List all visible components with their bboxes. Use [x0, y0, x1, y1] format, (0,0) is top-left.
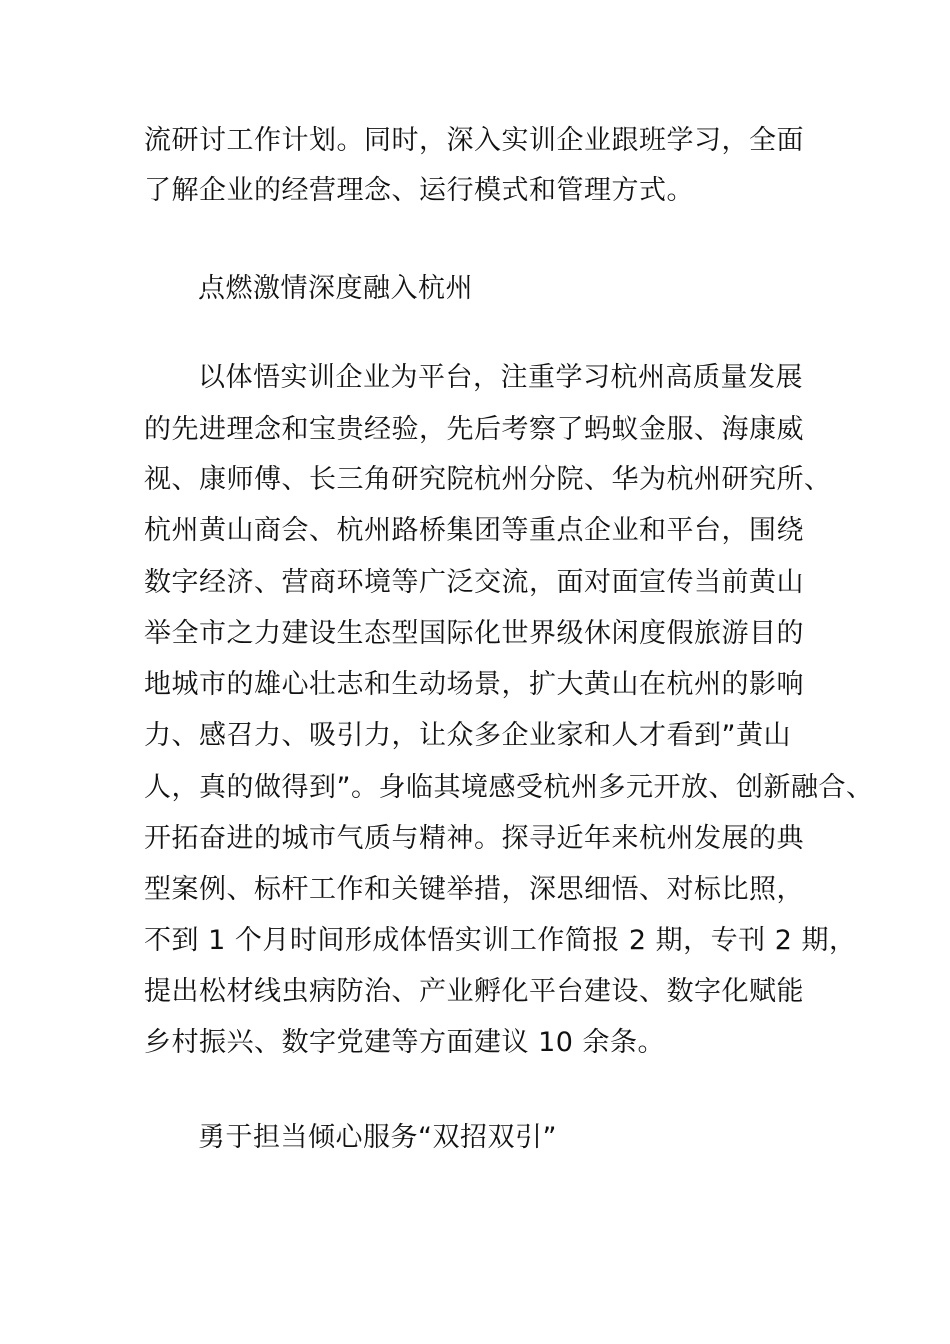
paragraph-line: 以体悟实训企业为平台，注重学习杭州高质量发展 — [198, 362, 803, 393]
paragraph-line: 人，真的做得到”。身临其境感受杭州多元开放、创新融合、 — [144, 772, 874, 803]
paragraph-line: 开拓奋进的城市气质与精神。探寻近年来杭州发展的典 — [144, 823, 804, 854]
paragraph-line: 了解企业的经营理念、运行模式和管理方式。 — [144, 175, 694, 206]
paragraph-line: 型案例、标杆工作和关键举措，深思细悟、对标比照， — [144, 874, 804, 905]
section-heading: 点燃激情深度融入杭州 — [198, 273, 473, 304]
paragraph-line: 流研讨工作计划。同时，深入实训企业跟班学习，全面 — [144, 125, 804, 156]
paragraph-line: 不到 1 个月时间形成体悟实训工作简报 2 期，专刊 2 期， — [144, 925, 857, 956]
paragraph-line: 乡村振兴、数字党建等方面建议 10 余条。 — [144, 1027, 666, 1058]
paragraph-line: 地城市的雄心壮志和生动场景，扩大黄山在杭州的影响 — [144, 669, 804, 700]
paragraph-line: 提出松材线虫病防治、产业孵化平台建设、数字化赋能 — [144, 976, 804, 1007]
paragraph-line: 杭州黄山商会、杭州路桥集团等重点企业和平台，围绕 — [144, 515, 804, 546]
paragraph-line: 视、康师傅、长三角研究院杭州分院、华为杭州研究所、 — [144, 464, 832, 495]
paragraph-line: 数字经济、营商环境等广泛交流，面对面宣传当前黄山 — [144, 567, 804, 598]
paragraph-line: 举全市之力建设生态型国际化世界级休闲度假旅游目的 — [144, 618, 804, 649]
paragraph-line: 力、感召力、吸引力，让众多企业家和人才看到”黄山 — [144, 720, 791, 751]
paragraph-line: 的先进理念和宝贵经验，先后考察了蚂蚁金服、海康威 — [144, 414, 804, 445]
section-heading: 勇于担当倾心服务“双招双引” — [198, 1122, 557, 1153]
